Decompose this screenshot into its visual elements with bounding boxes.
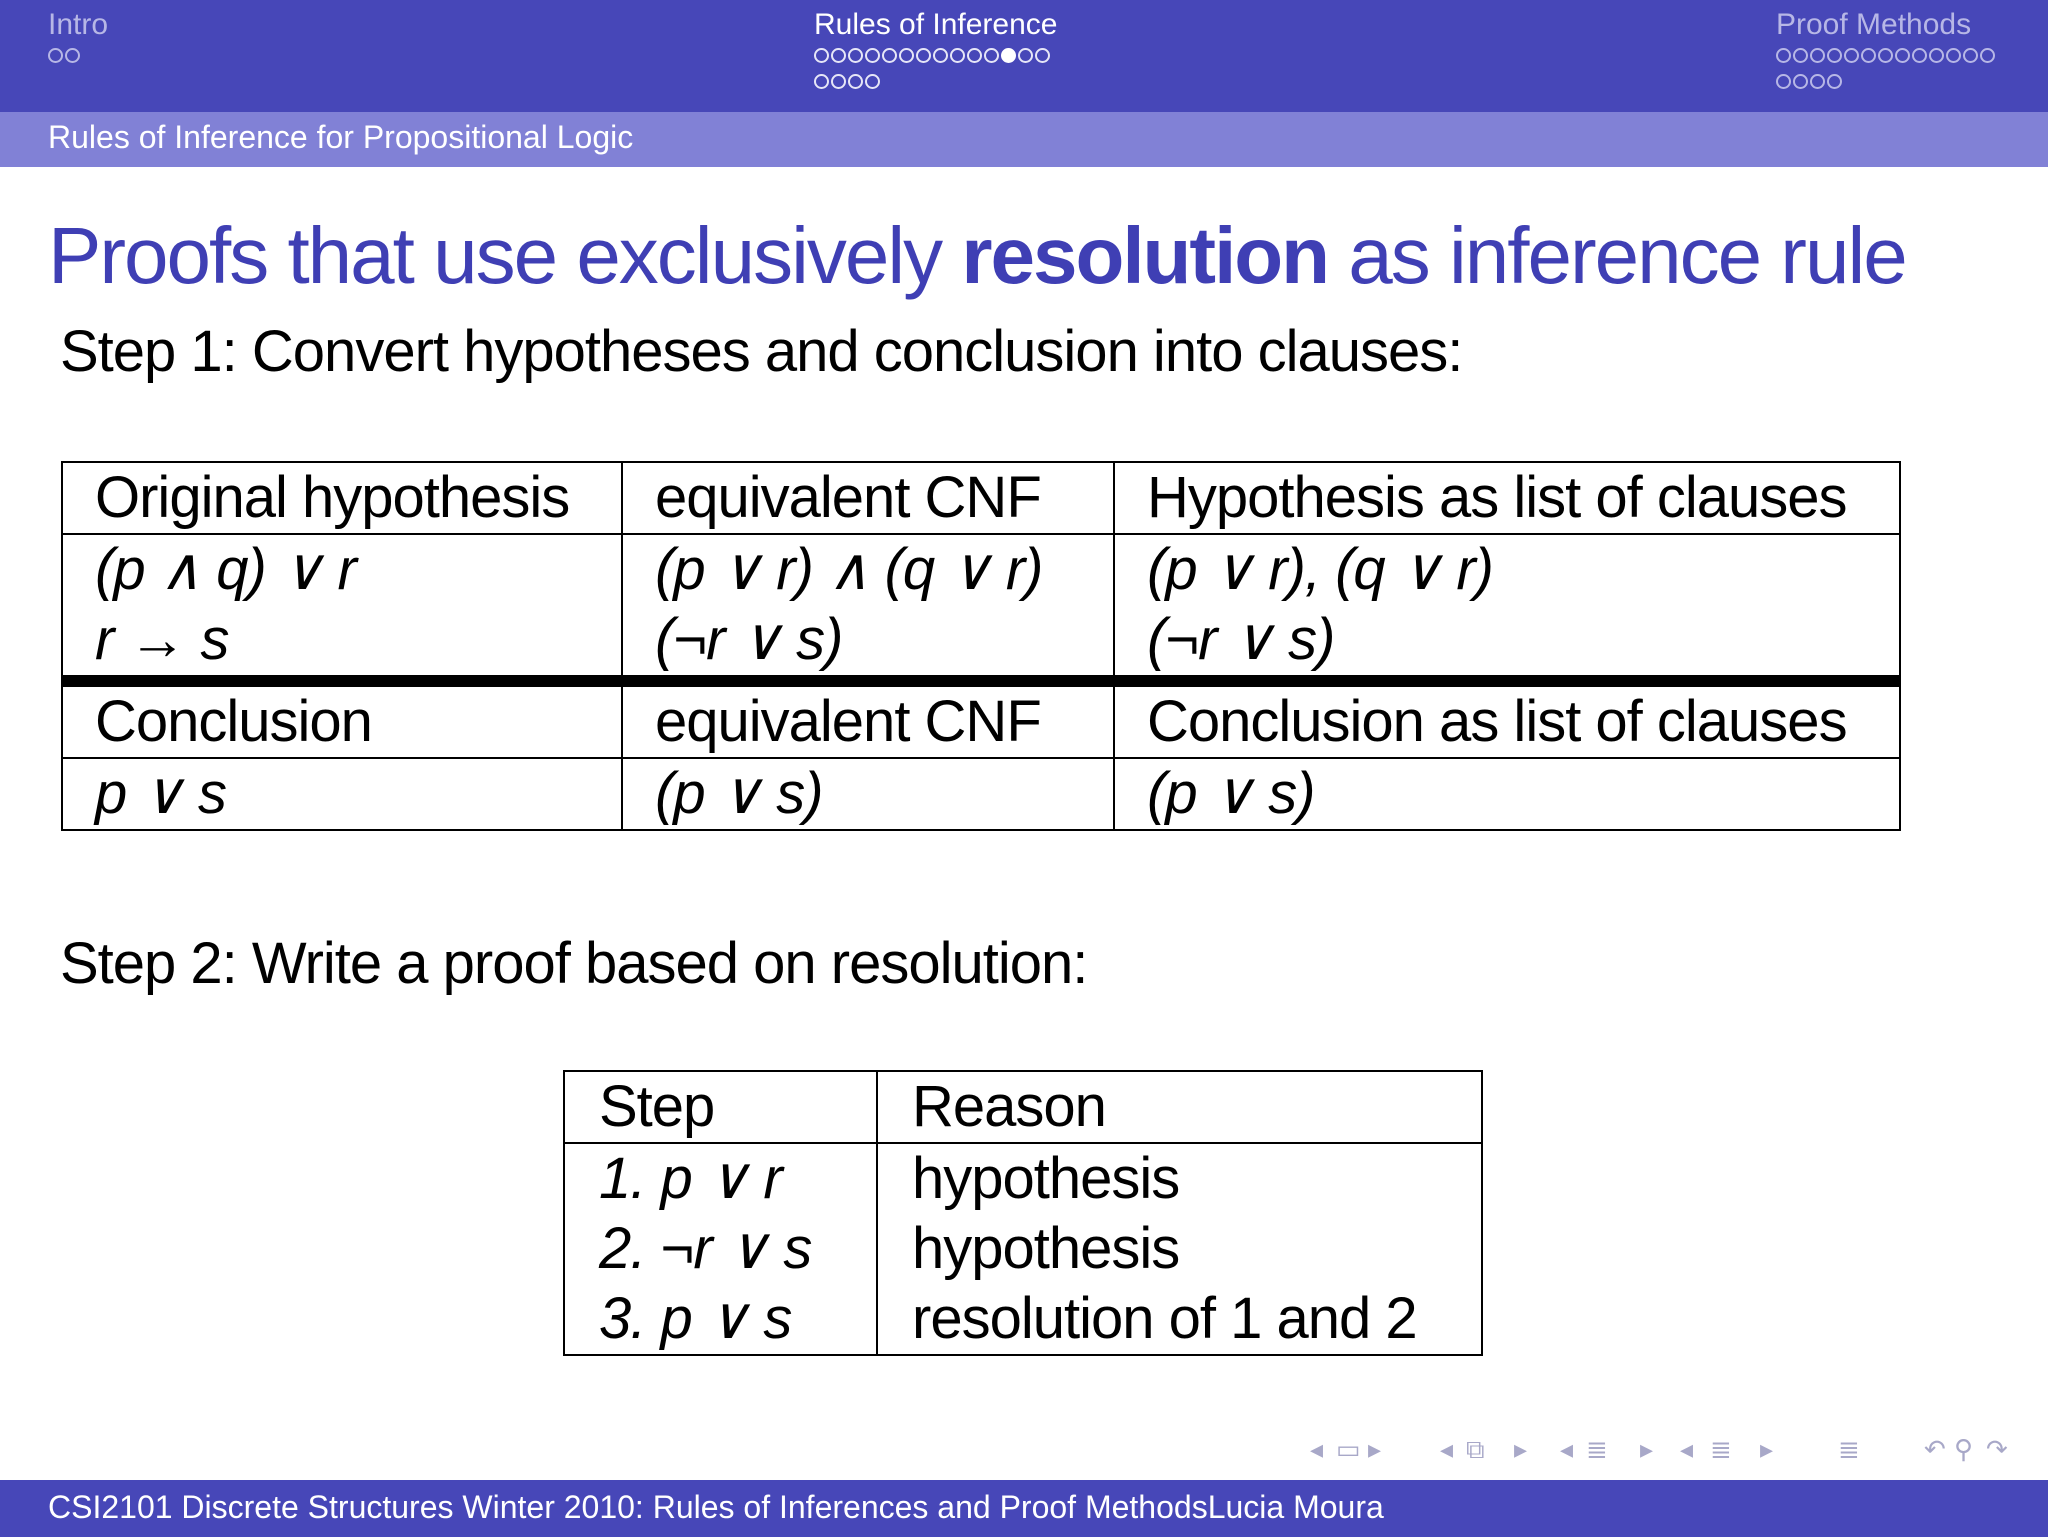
table-cell: p ∨ s [62, 758, 622, 830]
subsection-icon[interactable]: ⧉ [1466, 1434, 1485, 1464]
frame-next-icon[interactable]: ▸ [1368, 1434, 1382, 1464]
nav-section-intro[interactable] [48, 8, 108, 68]
title-bold: resolution [961, 211, 1329, 300]
table-cell [877, 1143, 1482, 1355]
proof-step: 2. ¬r ∨ s [599, 1216, 812, 1281]
beamer-navigation-symbols [1310, 1434, 2030, 1468]
proof-reason: hypothesis [912, 1216, 1180, 1281]
back-icon[interactable]: ↶ [1924, 1434, 1946, 1464]
footer-text: CSI2101 Discrete Structures Winter 2010: Rules of Inferences and Proof MethodsLucia Moura [48, 1489, 1384, 1525]
table-header-row [62, 681, 1900, 758]
section-prev-icon[interactable]: ◂ [1680, 1434, 1694, 1464]
proof-table [563, 1070, 1483, 1356]
nav-dots[interactable] [48, 42, 108, 68]
hypotheses-table [61, 461, 1901, 831]
nav-section-title[interactable]: Rules of Inference [814, 8, 1058, 41]
subsection-next-icon[interactable]: ▸ [1514, 1434, 1528, 1464]
nav-dots[interactable] [1776, 42, 1997, 68]
subsection-title: Rules of Inference for Propositional Logic [48, 119, 634, 155]
nav-section-title[interactable]: Proof Methods [1776, 8, 1972, 41]
table-header-cell: Step [564, 1071, 877, 1143]
section-icon[interactable]: ≣ [1710, 1434, 1732, 1464]
cell-line: (p ∨ r) ∧ (q ∨ r) [655, 537, 1043, 602]
table-header-cell: equivalent CNF [622, 462, 1114, 534]
proof-step: 3. p ∨ s [599, 1286, 792, 1351]
section-next-icon[interactable]: ▸ [1640, 1434, 1654, 1464]
cell-line: (p ∧ q) ∨ r [95, 537, 356, 602]
nav-section-title[interactable]: Intro [48, 8, 109, 41]
frame-icon[interactable]: ▭ [1336, 1434, 1361, 1464]
doc-icon[interactable]: ≣ [1838, 1434, 1860, 1464]
table-row [62, 758, 1900, 830]
section-prev-icon[interactable]: ◂ [1560, 1434, 1574, 1464]
nav-dots[interactable] [814, 42, 1057, 68]
table-header-cell: equivalent CNF [622, 681, 1114, 758]
proof-step: 1. p ∨ r [599, 1146, 782, 1211]
section-icon[interactable]: ≣ [1586, 1434, 1608, 1464]
cell-line: (¬r ∨ s) [1147, 607, 1335, 672]
cell-line: (¬r ∨ s) [655, 607, 843, 672]
footer-bar [0, 1480, 2048, 1537]
nav-dots[interactable] [1776, 68, 1997, 94]
table-header-cell: Original hypothesis [62, 462, 622, 534]
proof-reason: resolution of 1 and 2 [912, 1286, 1417, 1351]
search-icon[interactable]: ⚲ [1954, 1434, 1974, 1464]
table-header-cell: Conclusion as list of clauses [1114, 681, 1900, 758]
cell-line: r → s [95, 607, 229, 672]
table-header-cell: Conclusion [62, 681, 622, 758]
table-cell [622, 534, 1114, 681]
current-slide-dot [1001, 48, 1016, 63]
title-text: as inference rule [1328, 211, 1906, 300]
section-next-icon[interactable]: ▸ [1760, 1434, 1774, 1464]
table-cell: (p ∨ s) [622, 758, 1114, 830]
slide-title [48, 210, 1906, 302]
forward-icon[interactable]: ↷ [1986, 1434, 2008, 1464]
proof-reason: hypothesis [912, 1146, 1180, 1211]
table-header-row [62, 462, 1900, 534]
table-row [62, 534, 1900, 681]
step-1-heading: Step 1: Convert hypotheses and conclusion into clauses: [60, 319, 1463, 384]
subsection-bar [0, 112, 2048, 167]
nav-section-proof-methods[interactable] [1776, 8, 1997, 94]
table-cell: (p ∨ s) [1114, 758, 1900, 830]
table-header-cell: Reason [877, 1071, 1482, 1143]
table-cell [62, 534, 622, 681]
frame-prev-icon[interactable]: ◂ [1310, 1434, 1324, 1464]
subsection-prev-icon[interactable]: ◂ [1440, 1434, 1454, 1464]
table-row [564, 1143, 1482, 1355]
table-header-row [564, 1071, 1482, 1143]
header-navigation-bar [0, 0, 2048, 112]
nav-section-rules-of-inference[interactable] [814, 8, 1057, 94]
table-cell [1114, 534, 1900, 681]
nav-dots[interactable] [814, 68, 1057, 94]
table-cell [564, 1143, 877, 1355]
table-header-cell: Hypothesis as list of clauses [1114, 462, 1900, 534]
title-text: Proofs that use exclusively [48, 211, 962, 300]
step-2-heading: Step 2: Write a proof based on resolution: [60, 931, 1088, 996]
cell-line: (p ∨ r), (q ∨ r) [1147, 537, 1493, 602]
